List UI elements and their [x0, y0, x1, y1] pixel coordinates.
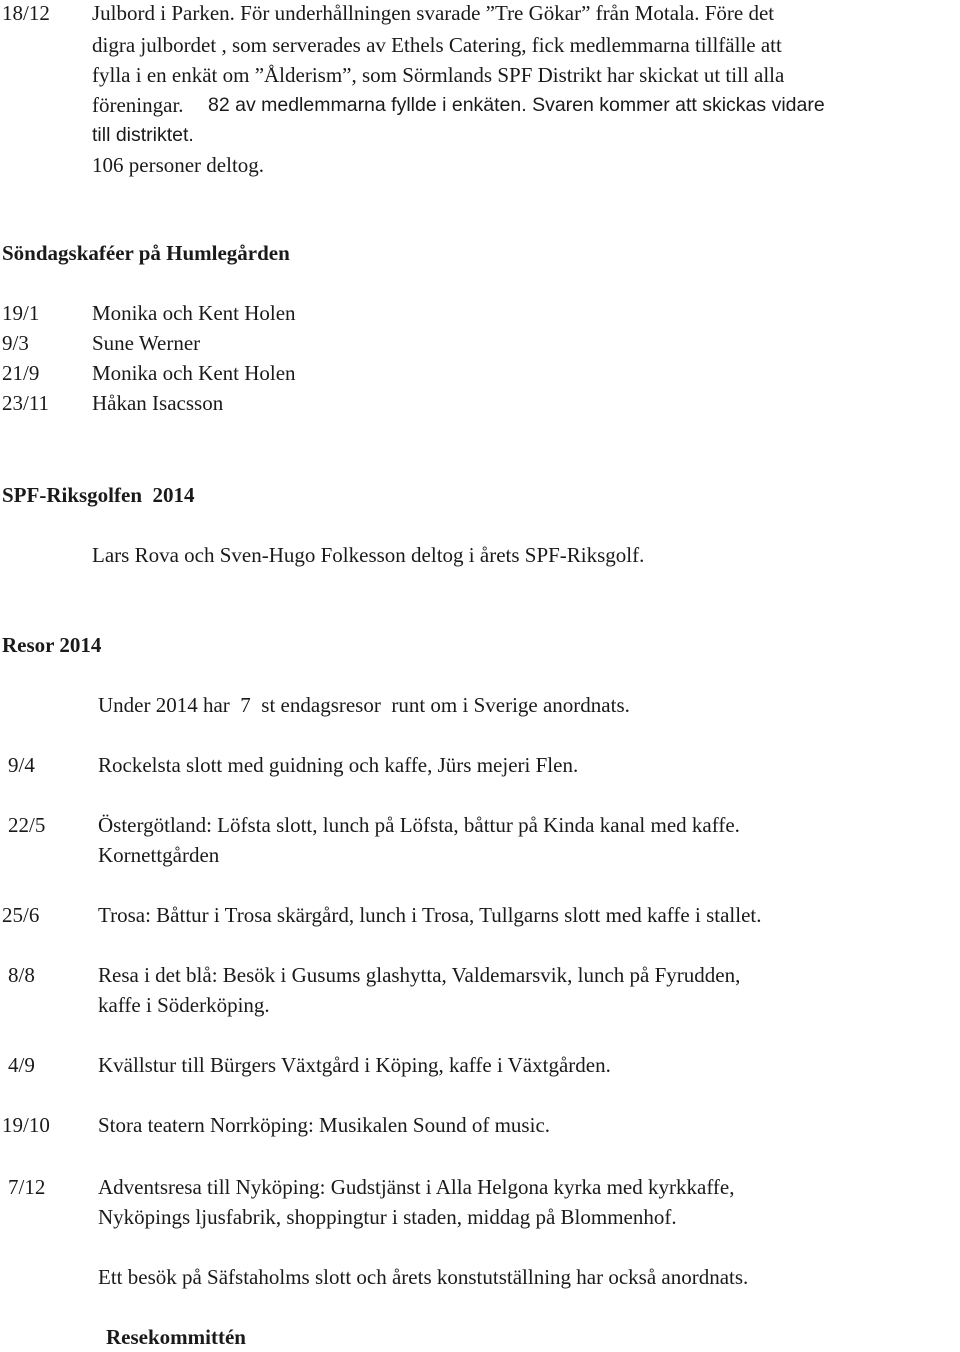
trip-date: 7/12 — [8, 1175, 46, 1199]
resor-intro: Under 2014 har 7 st endagsresor runt om i Sverige anordnats. — [98, 693, 630, 717]
trip-description: Stora teatern Norrköping: Musikalen Sound of music. — [98, 1113, 551, 1137]
trip-description: Kornettgården — [98, 843, 220, 867]
trip-description: Rockelsta slott med guidning och kaffe, Jürs mejeri Flen. — [98, 753, 579, 777]
trip-description: kaffe i Söderköping. — [98, 993, 270, 1017]
julbord-line-5: till distriktet. — [92, 124, 194, 146]
kafe-host: Monika och Kent Holen — [92, 361, 296, 385]
kafe-date: 21/9 — [2, 361, 40, 385]
trip-date: 25/6 — [2, 903, 40, 927]
riksgolf-text: Lars Rova och Sven-Hugo Folkesson deltog i årets SPF-Riksgolf. — [92, 543, 645, 567]
trip-description: Östergötland: Löfsta slott, lunch på Löfsta, båttur på Kinda kanal med kaffe. — [98, 813, 740, 837]
trip-description: Resa i det blå: Besök i Gusums glashytta, Valdemarsvik, lunch på Fyrudden, — [98, 963, 741, 987]
julbord-line-2: digra julbordet , som serverades av Ethels Catering, fick medlemmarna tillfälle att — [92, 33, 782, 57]
trip-description: Nyköpings ljusfabrik, shoppingtur i staden, middag på Blommenhof. — [98, 1205, 677, 1229]
julbord-line-3: fylla i en enkät om ”Ålderism”, som Sörmlands SPF Distrikt har skickat ut till alla — [92, 63, 785, 87]
trip-date: 19/10 — [2, 1113, 50, 1137]
trip-description: Trosa: Båttur i Trosa skärgård, lunch i Trosa, Tullgarns slott med kaffe i stallet. — [98, 903, 762, 927]
julbord-line-6: 106 personer deltog. — [92, 153, 265, 177]
kafe-host: Sune Werner — [92, 331, 201, 355]
riksgolf-heading: SPF-Riksgolfen 2014 — [2, 483, 195, 507]
resor-closing: Ett besök på Säfstaholms slott och årets konstutställning har också anordnats. — [98, 1265, 749, 1289]
julbord-date: 18/12 — [2, 1, 50, 25]
trip-date: 9/4 — [8, 753, 35, 777]
kafe-host: Håkan Isacsson — [92, 391, 224, 415]
kafe-date: 23/11 — [2, 391, 50, 415]
kafe-date: 9/3 — [2, 331, 29, 355]
trip-date: 8/8 — [8, 963, 35, 987]
trip-description: Adventsresa till Nyköping: Gudstjänst i Alla Helgona kyrka med kyrkkaffe, — [98, 1175, 735, 1199]
resor-heading: Resor 2014 — [2, 633, 102, 657]
trip-date: 4/9 — [8, 1053, 35, 1077]
kafe-date: 19/1 — [2, 301, 40, 325]
trip-description: Kvällstur till Bürgers Växtgård i Köping, kaffe i Växtgården. — [98, 1053, 611, 1077]
sondagskafeer-heading: Söndagskaféer på Humlegården — [2, 241, 290, 265]
julbord-line-4a: föreningar. — [92, 93, 184, 117]
kafe-host: Monika och Kent Holen — [92, 301, 296, 325]
signature: Resekommittén — [106, 1325, 246, 1349]
trip-date: 22/5 — [8, 813, 46, 837]
julbord-line-1: Julbord i Parken. För underhållningen svarade ”Tre Gökar” från Motala. Före det — [92, 1, 775, 25]
julbord-line-4b: 82 av medlemmarna fyllde i enkäten. Svaren kommer att skickas vidare — [208, 94, 825, 116]
